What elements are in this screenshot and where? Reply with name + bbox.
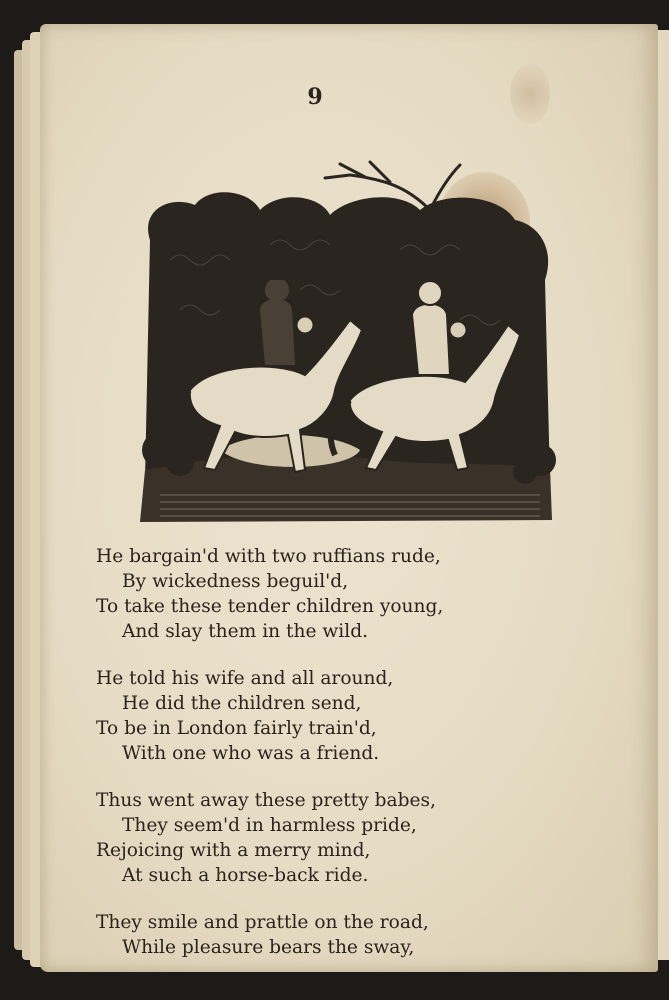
poem-line: And slay them in the wild.	[122, 621, 369, 642]
poem-line: Rejoicing with a merry mind,	[96, 840, 371, 861]
poem-line: He told his wife and all around,	[96, 668, 394, 689]
poem-line: Thus went away these pretty babes,	[96, 790, 436, 811]
stanza	[96, 544, 596, 644]
poem	[96, 544, 596, 982]
poem-line: They smile and prattle on the road,	[96, 912, 429, 933]
poem-line: At such a horse-back ride.	[122, 865, 369, 886]
poem-line: They seem'd in harmless pride,	[122, 815, 417, 836]
poem-line: To take these tender children young,	[96, 596, 444, 617]
stanza	[96, 910, 596, 960]
poem-line: He did the children send,	[122, 693, 362, 714]
woodcut-two-riders-with-children-icon	[100, 150, 560, 540]
stanza	[96, 788, 596, 888]
poem-line: By wickedness beguil'd,	[122, 571, 349, 592]
poem-line: He bargain'd with two ruffians rude,	[96, 546, 441, 567]
poem-line: To be in London fairly train'd,	[96, 718, 377, 739]
page-number: 9	[307, 84, 323, 110]
foxing-stain	[510, 64, 550, 124]
stanza	[96, 666, 596, 766]
poem-line: With one who was a friend.	[122, 743, 380, 764]
poem-line: While pleasure bears the sway,	[122, 937, 415, 958]
